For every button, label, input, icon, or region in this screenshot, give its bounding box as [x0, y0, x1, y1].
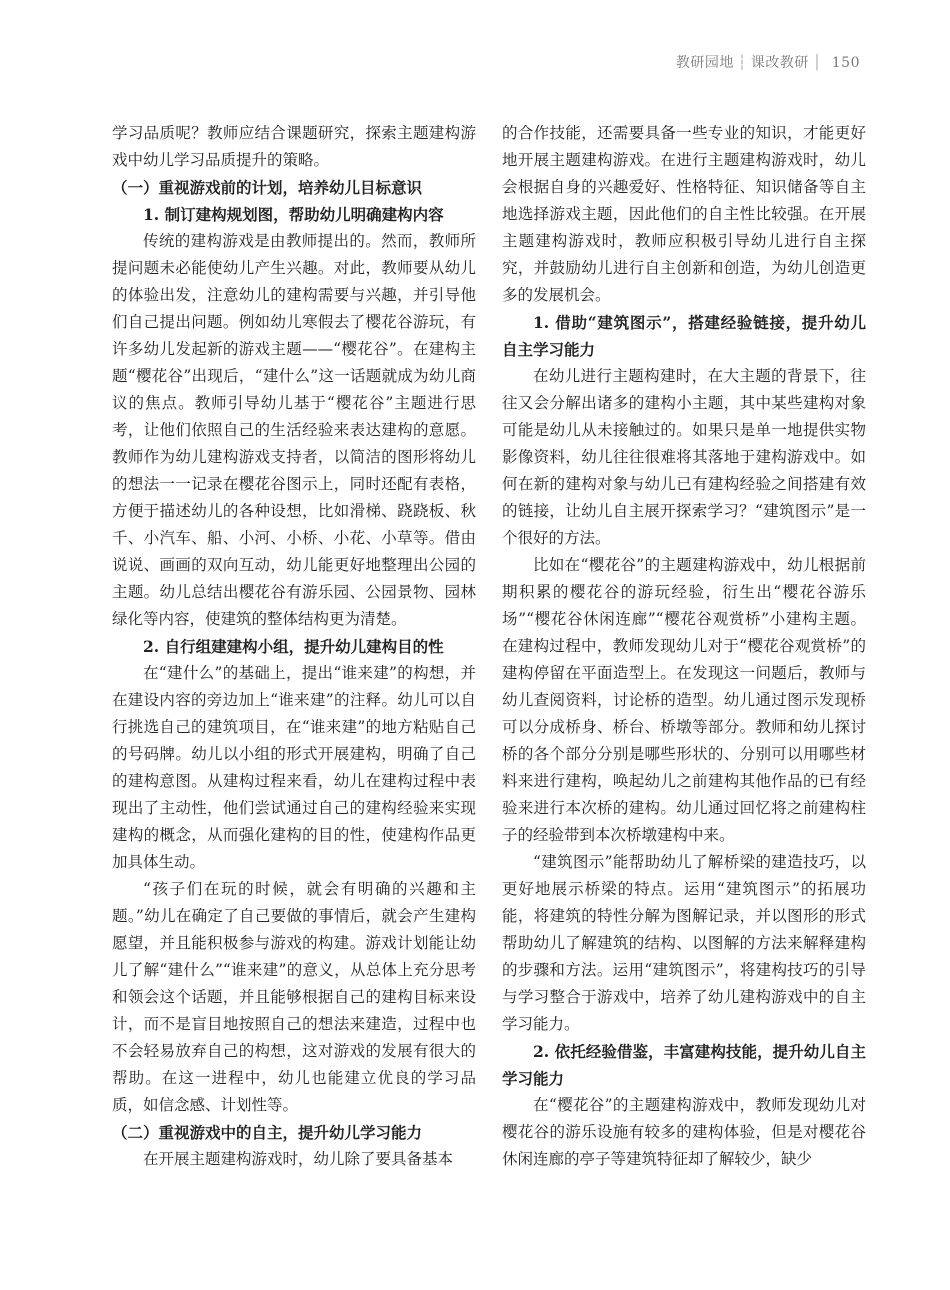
- paragraph: 在“樱花谷”的主题建构游戏中，教师发现幼儿对樱花谷的游乐设施有较多的建构体验，但是对樱花谷休闲连廊的亭子等建筑特征却了解较少，缺少: [502, 1096, 866, 1168]
- paragraph: 的合作技能，还需要具备一些专业的知识，才能更好地开展主题建构游戏。在进行主题建构游戏时，幼儿会根据自身的兴趣爱好、性格特征、知识储备等自主地选择游戏主题，因此他们的自主性比较强。在开展主题建构游戏时，教师应积极引导幼儿进行自主探究，并鼓励幼儿进行自主创新和创造，为幼儿创造更多的发展机会。: [502, 124, 866, 304]
- paragraph: 在幼儿进行主题构建时，在大主题的背景下，往往又会分解出诸多的建构小主题，其中某些建构对象可能是幼儿从未接触过的。如果只是单一地提供实物影像资料，幼儿往往很难将其落地于建构游戏中。如何在新的建构对象与幼儿已有建构经验之间搭建有效的链接，让幼儿自主展开探索学习？“建筑图示”是一个很好的方法。: [502, 367, 866, 547]
- right-column: [502, 120, 866, 1173]
- section-heading: （二）重视游戏中的自主，提升幼儿学习能力: [112, 1123, 423, 1142]
- paragraph: 在“建什么”的基础上，提出“谁来建”的构想，并在建设内容的旁边加上“谁来建”的注释。幼儿可以自行挑选自己的建筑项目，在“谁来建”的地方粘贴自己的号码牌。幼儿以小组的形式开展建构，明确了自己的建构意图。从建构过程来看，幼儿在建构过程中表现出了主动性，他们尝试通过自己的建构经验来实现建构的概念，从而强化建构的目的性，使建构作品更加具体生动。: [112, 664, 476, 871]
- paragraph: 比如在“樱花谷”的主题建构游戏中，幼儿根据前期积累的樱花谷的游玩经验，衍生出“樱花谷游乐场”“樱花谷休闲连廊”“樱花谷观赏桥”小建构主题。在建构过程中，教师发现幼儿对于“樱花谷观赏桥”的建构停留在平面造型上。在发现这一问题后，教师与幼儿查阅资料，讨论桥的造型。幼儿通过图示发现桥可以分成桥身、桥台、桥墩等部分。教师和幼儿探讨桥的各个部分分别是哪些形状的、分别可以用哪些材料来进行建构，唤起幼儿之前建构其他作品的已有经验来进行本次桥的建构。幼儿通过回忆将之前建构柱子的经验带到本次桥墩建构中来。: [502, 556, 866, 844]
- subsection-heading: 2. 自行组建建构小组，提升幼儿建构目的性: [143, 637, 444, 656]
- header-column: 课改教研: [750, 55, 809, 71]
- subsection-heading: 1. 制订建构规划图，帮助幼儿明确建构内容: [143, 205, 444, 224]
- paragraph: “建筑图示”能帮助幼儿了解桥梁的建造技巧，以更好地展示桥梁的特点。运用“建筑图示”的拓展功能，将建筑的特性分解为图解记录，并以图形的形式帮助幼儿了解建筑的结构、以图解的方法来解释建构的步骤和方法。运用“建筑图示”，将建构技巧的引导与学习整合于游戏中，培养了幼儿建构游戏中的自主学习能力。: [502, 853, 866, 1033]
- header-divider: ┆: [737, 55, 747, 71]
- header-divider: │: [812, 55, 822, 71]
- left-column: [112, 120, 476, 1173]
- subsection-heading: 1. 借助“建筑图示”，搭建经验链接，提升幼儿自主学习能力: [502, 313, 866, 359]
- section-heading: （一）重视游戏前的计划，培养幼儿目标意识: [112, 178, 423, 197]
- paragraph: 在开展主题建构游戏时，幼儿除了要具备基本: [143, 1150, 454, 1168]
- subsection-heading: 2. 依托经验借鉴，丰富建构技能，提升幼儿自主学习能力: [502, 1042, 866, 1088]
- header-section: 教研园地: [675, 55, 734, 71]
- paragraph: “孩子们在玩的时候，就会有明确的兴趣和主题。”幼儿在确定了自己要做的事情后，就会产生建构愿望，并且能积极参与游戏的构建。游戏计划能让幼儿了解“建什么”“谁来建”的意义，从总体上充分思考和领会这个话题，并且能够根据自己的建构目标来设计，而不是盲目地按照自己的想法来建造，过程中也不会轻易放弃自己的构想，这对游戏的发展有很大的帮助。在这一进程中，幼儿也能建立优良的学习品质，如信念感、计划性等。: [112, 880, 476, 1114]
- paragraph: 学习品质呢？教师应结合课题研究，探索主题建构游戏中幼儿学习品质提升的策略。: [112, 124, 476, 169]
- paragraph: 传统的建构游戏是由教师提出的。然而，教师所提问题未必能使幼儿产生兴趣。对此，教师要从幼儿的体验出发，注意幼儿的建构需要与兴趣，并引导他们自己提出问题。例如幼儿寒假去了樱花谷游玩，有许多幼儿发起新的游戏主题——“樱花谷”。在建构主题“樱花谷”出现后，“建什么”这一话题就成为幼儿商议的焦点。教师引导幼儿基于“樱花谷”主题进行思考，让他们依照自己的生活经验来表达建构的意愿。教师作为幼儿建构游戏支持者，以简洁的图形将幼儿的想法一一记录在樱花谷图示上，同时还配有表格，方便于描述幼儿的各种设想，比如滑梯、跷跷板、秋千、小汽车、船、小河、小桥、小花、小草等。借由说说、画画的双向互动，幼儿能更好地整理出公园的主题。幼儿总结出樱花谷有游乐园、公园景物、园林绿化等内容，使建筑的整体结构更为清楚。: [112, 232, 476, 628]
- page-number: 150: [831, 55, 860, 71]
- running-header: [676, 52, 860, 72]
